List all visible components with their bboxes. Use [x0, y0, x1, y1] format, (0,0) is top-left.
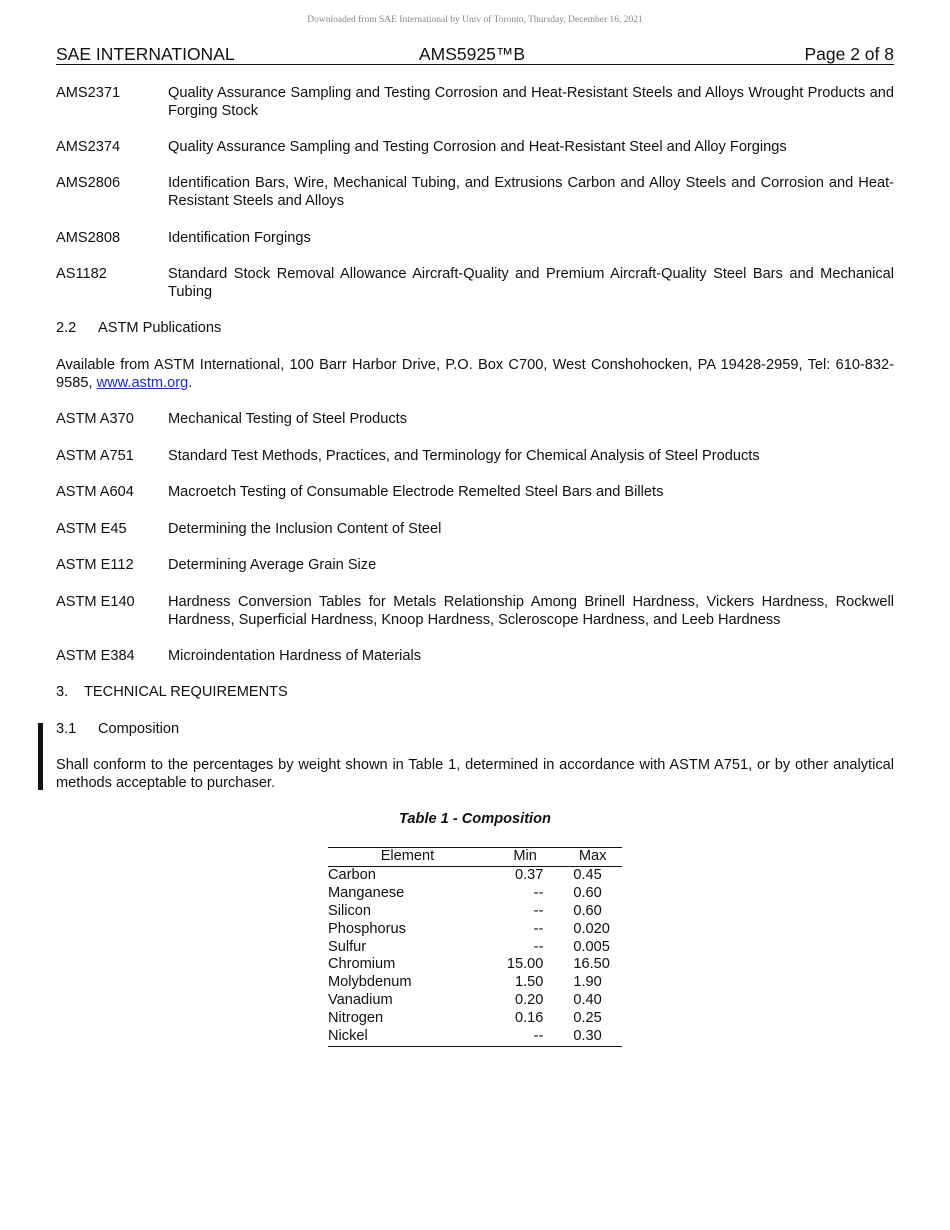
cell-min: -- [533, 938, 544, 955]
section-heading-3-1 [56, 720, 179, 738]
download-watermark: Downloaded from SAE International by Univ of Toronto, Thursday, December 16, 2021 [307, 15, 643, 25]
astm-availability-end: . [188, 375, 193, 391]
table-title: Table 1 - Composition [399, 811, 551, 827]
reference-astm-a751 [56, 447, 894, 465]
reference-astm-e112 [56, 556, 894, 574]
reference-code: AMS2806 [56, 175, 121, 191]
reference-code: ASTM E140 [56, 594, 135, 610]
reference-title: Microindentation Hardness of Materials [168, 648, 422, 664]
composition-paragraph: Shall conform to the percentages by weight shown in Table 1, determined in accordance with ASTM A751, or by other analytical methods acceptable to purchaser. [56, 757, 894, 791]
cell-element: Nitrogen [328, 1010, 384, 1027]
reference-title: Identification Bars, Wire, Mechanical Tubing, and Extrusions Carbon and Alloy Steels and Corrosion and Heat-Resistant Steels and Alloys [168, 175, 894, 209]
cell-max: 0.25 [573, 1010, 602, 1027]
table-header-row [328, 848, 622, 867]
reference-astm-e140 [56, 593, 894, 629]
revision-change-bar [38, 723, 43, 790]
cell-min: -- [487, 1028, 563, 1046]
cell-element: Phosphorus [328, 920, 406, 937]
header-org: SAE INTERNATIONAL [56, 44, 235, 64]
astm-website-link[interactable]: www.astm.org [96, 375, 189, 391]
section-heading-2-2 [56, 319, 221, 337]
header-doc-number: AMS5925™B [419, 44, 526, 64]
reference-ams2374 [56, 138, 894, 156]
reference-ams2808 [56, 229, 894, 247]
column-header-element: Element [328, 848, 487, 867]
cell-element: Vanadium [328, 992, 393, 1009]
reference-as1182 [56, 265, 894, 301]
reference-title: Quality Assurance Sampling and Testing Corrosion and Heat-Resistant Steels and Alloys Wrought Products and Forging Stock [168, 85, 894, 119]
reference-code: ASTM E112 [56, 557, 134, 573]
table-row [328, 939, 622, 957]
page-header [56, 44, 894, 65]
table-row [328, 885, 622, 903]
section-number: 2.2 [56, 320, 77, 336]
table-row [328, 992, 622, 1010]
reference-ams2371 [56, 84, 894, 120]
cell-element: Nickel [328, 1028, 487, 1046]
cell-max: 0.60 [573, 902, 602, 919]
reference-title: Determining Average Grain Size [168, 557, 377, 573]
reference-astm-e384 [56, 647, 894, 665]
cell-min: 15.00 [506, 956, 544, 973]
cell-max: 16.50 [573, 956, 610, 973]
section-number: 3.1 [56, 721, 77, 737]
table-row [328, 956, 622, 974]
reference-code: ASTM E45 [56, 521, 127, 537]
reference-astm-a370 [56, 410, 894, 428]
section-title: TECHNICAL REQUIREMENTS [84, 684, 288, 700]
column-header-min: Min [487, 848, 563, 867]
reference-code: AMS2808 [56, 230, 121, 246]
column-header-max: Max [563, 848, 622, 867]
reference-title: Determining the Inclusion Content of Steel [168, 521, 442, 537]
reference-code: ASTM E384 [56, 648, 135, 664]
cell-max: 0.30 [563, 1028, 622, 1046]
cell-min: -- [533, 920, 544, 937]
cell-max: 1.90 [573, 974, 602, 991]
cell-max: 0.020 [573, 920, 610, 937]
cell-min: -- [533, 902, 544, 919]
table-row [328, 866, 622, 884]
cell-min: 0.16 [514, 1010, 544, 1027]
cell-element: Sulfur [328, 938, 367, 955]
cell-min: 0.20 [514, 992, 544, 1009]
reference-ams2806 [56, 174, 894, 210]
cell-min: 1.50 [514, 974, 544, 991]
section-number: 3. [56, 684, 69, 700]
reference-code: ASTM A604 [56, 484, 134, 500]
section-title: ASTM Publications [98, 320, 222, 336]
cell-max: 0.45 [573, 866, 602, 883]
cell-element: Carbon [328, 866, 376, 883]
table-row [328, 1028, 622, 1046]
table-row [328, 974, 622, 992]
astm-availability-paragraph [56, 356, 894, 392]
astm-availability-text: Available from ASTM International, 100 Barr Harbor Drive, P.O. Box C700, West Conshohocken, PA 19428-2959, Tel: 610-832-9585, [56, 357, 894, 391]
table-row [328, 1010, 622, 1028]
reference-code: AS1182 [56, 266, 107, 282]
header-page-number: Page 2 of 8 [804, 44, 894, 64]
reference-title: Standard Stock Removal Allowance Aircraft-Quality and Premium Aircraft-Quality Steel Bars and Mechanical Tubing [168, 266, 894, 300]
reference-title: Standard Test Methods, Practices, and Terminology for Chemical Analysis of Steel Products [168, 448, 760, 464]
reference-title: Identification Forgings [168, 230, 311, 246]
cell-max: 0.40 [573, 992, 602, 1009]
reference-title: Hardness Conversion Tables for Metals Relationship Among Brinell Hardness, Vickers Hardness, Rockwell Hardness, Superficial Hardness, Knoop Hardness, Scleroscope Hardness, and Leeb Hardness [168, 594, 894, 628]
reference-astm-e45 [56, 520, 894, 538]
cell-min: 0.37 [514, 866, 544, 883]
cell-element: Chromium [328, 956, 396, 973]
reference-astm-a604 [56, 483, 894, 501]
section-title: Composition [98, 721, 180, 737]
reference-code: ASTM A370 [56, 411, 134, 427]
reference-title: Mechanical Testing of Steel Products [168, 411, 408, 427]
reference-code: AMS2374 [56, 139, 121, 155]
section-heading-3 [56, 683, 288, 701]
cell-min: -- [533, 884, 544, 901]
table-row [328, 921, 622, 939]
reference-code: AMS2371 [56, 85, 121, 101]
cell-max: 0.60 [573, 884, 602, 901]
cell-element: Molybdenum [328, 974, 412, 991]
cell-max: 0.005 [573, 938, 610, 955]
reference-title: Macroetch Testing of Consumable Electrode Remelted Steel Bars and Billets [168, 484, 664, 500]
table-row [328, 903, 622, 921]
reference-title: Quality Assurance Sampling and Testing Corrosion and Heat-Resistant Steel and Alloy Forgings [168, 139, 787, 155]
reference-code: ASTM A751 [56, 448, 134, 464]
cell-element: Manganese [328, 884, 405, 901]
composition-table [328, 847, 622, 1047]
cell-element: Silicon [328, 902, 371, 919]
